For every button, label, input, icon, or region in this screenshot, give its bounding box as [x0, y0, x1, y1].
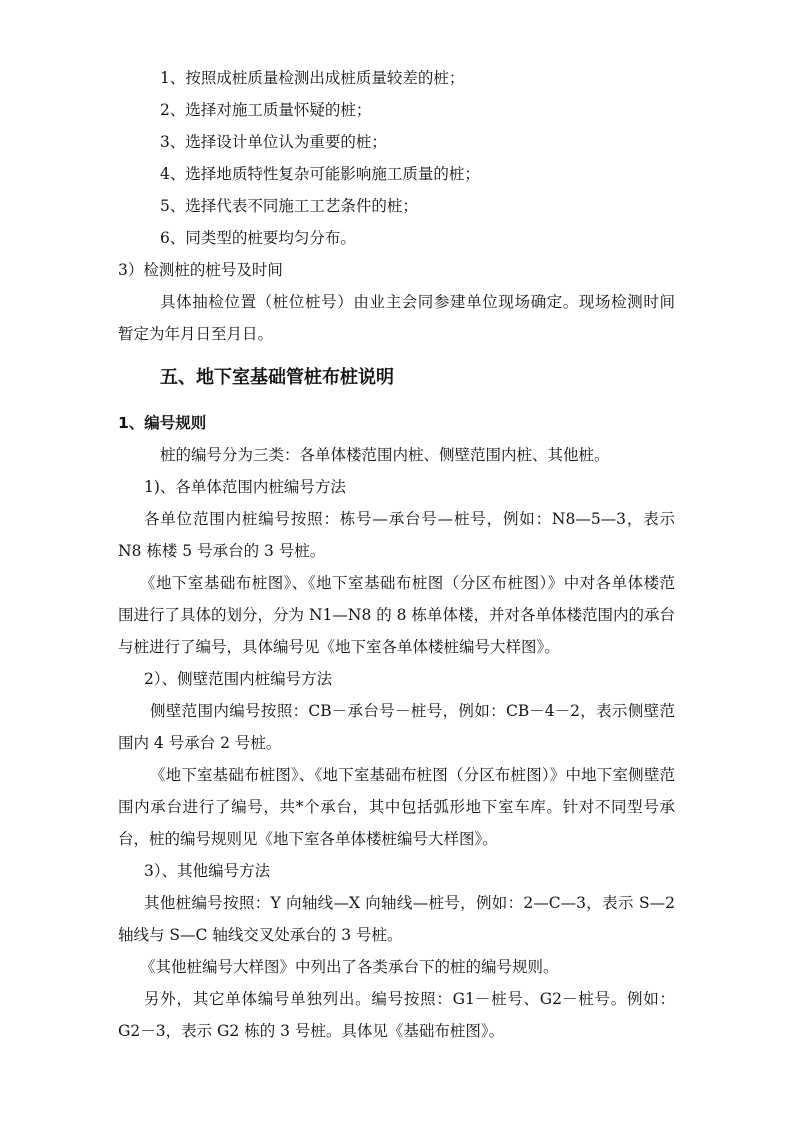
method-3-para3-line-1: 另外，其它单体编号单独列出。编号按照：G1－桩号、G2－桩号。例如：: [144, 990, 675, 1008]
numbering-heading: 1、编号规则: [118, 414, 207, 432]
method-1-heading: 1)、各单体范围内桩编号方法: [144, 478, 346, 496]
section-5-title: 五、地下室基础管桩布桩说明: [160, 367, 394, 388]
method-3-para1-line-2: 轴线与 S—C 轴线交叉处承台的 3 号桩。: [118, 926, 403, 944]
method-2-para2-line-3: 台，桩的编号规则见《地下室各单体楼桩编号大样图》。: [118, 830, 498, 848]
method-2-para2-line-1: 《地下室基础布桩图》、《地下室基础布桩图（分区布桩图）》中地下室侧壁范: [150, 766, 675, 784]
method-2-para1-line-1: 侧壁范围内编号按照：CB－承台号－桩号，例如：CB－4－2，表示侧壁范: [150, 702, 675, 720]
numbering-intro: 桩的编号分为三类：各单体楼范围内桩、侧壁范围内桩、其他桩。: [160, 446, 610, 464]
method-2-para2-line-2: 围内承台进行了编号，共*个承台，其中包括弧形地下室车库。针对不同型号承: [118, 798, 675, 816]
method-1-para2-line-3: 与桩进行了编号，具体编号见《地下室各单体楼桩编号大样图》。: [118, 638, 560, 656]
method-3-heading: 3）、其他编号方法: [144, 862, 271, 880]
criteria-item-2: 2、选择对施工质量怀疑的桩；: [160, 101, 372, 119]
sub3-heading: 3）检测桩的桩号及时间: [118, 261, 283, 279]
method-1-para2-line-2: 围进行了具体的划分，分为 N1—N8 的 8 栋单体楼，并对各单体楼范围内的承台: [118, 606, 675, 624]
method-3-para3-line-2: G2－3，表示 G2 栋的 3 号桩。具体见《基础布桩图》。: [118, 1022, 505, 1040]
method-1-para1-line-1: 各单位范围内桩编号按照：栋号—承台号—桩号，例如：N8—5—3，表示: [144, 510, 675, 528]
method-1-para2-line-1: 《地下室基础布桩图》、《地下室基础布桩图（分区布桩图）》中对各单体楼范: [140, 574, 675, 592]
sub3-para-line-2: 暂定为年月日至月日。: [118, 325, 274, 343]
criteria-item-6: 6、同类型的桩要均匀分布。: [160, 229, 356, 247]
criteria-item-5: 5、选择代表不同施工工艺条件的桩；: [160, 197, 418, 215]
criteria-item-4: 4、选择地质特性复杂可能影响施工质量的桩；: [160, 165, 480, 183]
sub3-para-line-1: 具体抽检位置（桩位桩号）由业主会同参建单位现场确定。现场检测时间: [160, 293, 675, 311]
criteria-item-1: 1、按照成桩质量检测出成桩质量较差的桩；: [160, 69, 465, 87]
method-2-heading: 2）、侧壁范围内桩编号方法: [144, 670, 333, 688]
method-3-para1-line-1: 其他桩编号按照：Y 向轴线—X 向轴线—桩号，例如：2—C—3，表示 S—2: [144, 894, 675, 912]
method-3-para2: 《其他桩编号大样图》中列出了各类承台下的桩的编号规则。: [140, 958, 559, 976]
method-1-para1-line-2: N8 栋楼 5 号承台的 3 号桩。: [118, 542, 326, 560]
method-2-para1-line-2: 围内 4 号承台 2 号桩。: [118, 734, 282, 752]
criteria-item-3: 3、选择设计单位认为重要的桩；: [160, 133, 387, 151]
